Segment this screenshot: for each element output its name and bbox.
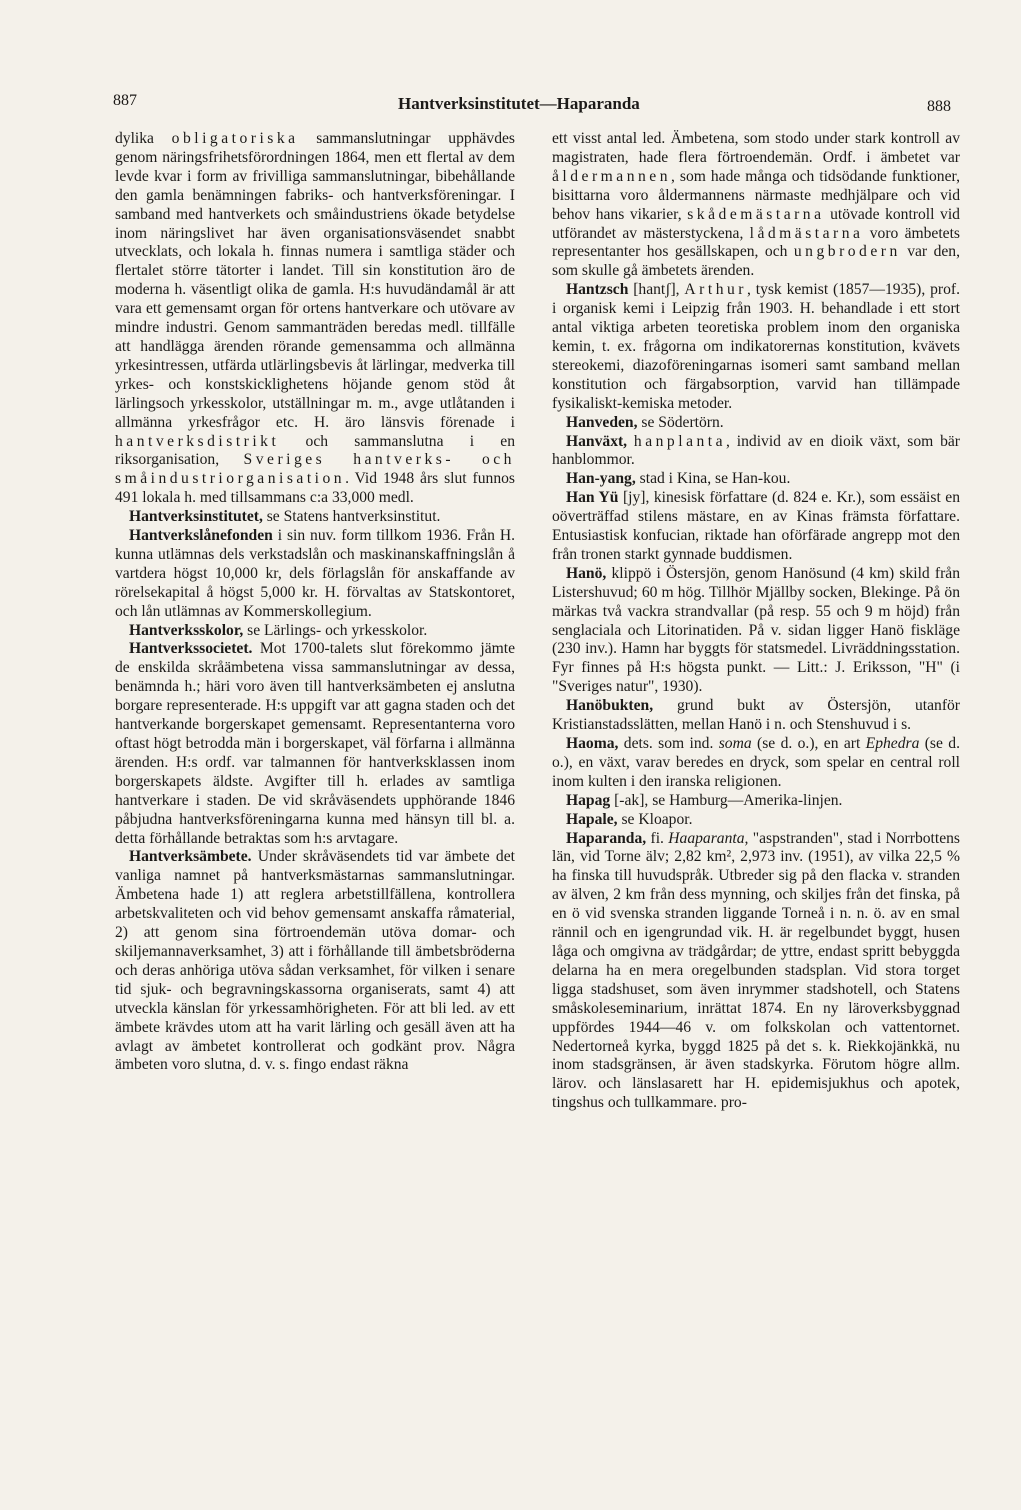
entry-text: , individ av en dioik växt, som bär hanblommor. (552, 432, 961, 469)
entry-text: Ephedra (865, 735, 920, 752)
entry-text: ett visst antal led. Ämbetena, som stodo under stark kontroll av magistraten, hade flera förtroendemän. Ordf. i ämbetet var (552, 130, 960, 166)
entry-text: stad i Kina, se Han-kou. (635, 470, 791, 488)
entry-text: hantverksdistrikt (115, 432, 280, 450)
entry-text: hanplanta (633, 432, 727, 450)
entry-text: åldermannen (552, 167, 672, 185)
entry-text: , som hade många och tidsödande funktioner, bisittarna voro åldermannens närmaste medhjälpare och vid behov hans vikarier, (552, 167, 960, 223)
entry-text: Sveriges hantverks- och småindustriorganisation (115, 451, 515, 488)
entry-headword: Hanveden, (566, 413, 638, 431)
dictionary-entry (115, 508, 515, 527)
dictionary-entry (552, 489, 960, 565)
entry-text: soma (718, 735, 752, 752)
entry-headword: Hantverksinstitutet, (129, 508, 263, 526)
page-number-left: 887 (113, 92, 137, 109)
entry-headword: Han-yang, (566, 470, 636, 488)
entry-text: [jy], kinesisk författare (d. 824 e. Kr.), som essäist en oöverträffad stilens mästare, en av Kinas främsta författare. Entusiastisk konfucian, riktade han oförfärade angrepp mot den från tronen starkt gynnade buddismen. (552, 489, 960, 563)
left-column (115, 130, 515, 1075)
entry-headword: Hanö, (566, 564, 607, 582)
dictionary-entry (552, 130, 960, 281)
entry-text: grund bukt av Östersjön, utanför Kristianstadsslätten, mellan Hanö i n. och Stenshuvud i s. (552, 697, 960, 734)
entry-text: var den, som skulle gå ämbetets ärenden. (552, 243, 960, 280)
entry-text: dets. som ind. (618, 735, 719, 752)
entry-text: dylika (115, 130, 172, 147)
dictionary-entry (552, 281, 960, 413)
entry-text: lådmästarna (749, 224, 864, 242)
entry-text: Mot 1700-talets slut förekommo jämte de enskilda skråämbetena vissa sammanslutningar av dessa, benämnda h.; häri voro även till hantverksämbeten ej anslutna borgare representerade. H:s uppgift var att gagna staden och det hantverkande borgerskapet gemensamt. Representanterna voro oftast högt betrodda män i borgerskapet, väl förfarna i allmänna ärenden. H:s ordf. var talmannen för hantverksklassen inom borgerskapets äldste. Avgifter till h. erlades av samtliga hantverkare i staden. De vid skråväsendets upphörande 1846 påbjudna hantverksföreningarna kunna med hänsyn till bl. a. detta förhållande betraktas som h:s arvtagare. (115, 640, 515, 847)
entry-headword: Hanöbukten, (566, 697, 654, 715)
entry-text: (se d. o.), en art (751, 735, 866, 752)
entry-text: [-ak], se Hamburg—Amerika-linjen. (610, 791, 843, 809)
dictionary-entry (552, 697, 960, 735)
entry-text: klippö i Östersjön, genom Hanösund (4 km) skild från Listershuvud; 60 m hög. Tillhör Mjällby socken, Blekinge. På ön märkas två vackra strandvallar (på resp. 55 och 9 m höjd) från senglaciala och Litorinatiden. På v. sidan ligger Hanö fiskläge (230 inv.). Hamn har byggts för statsmedel. Livräddningsstation. Fyr finnes på H:s högsta punkt. — Litt.: J. Eriksson, "H" (i "Sveriges natur", 1930). (552, 564, 960, 696)
dictionary-entry (115, 848, 515, 1075)
entry-headword: Haparanda, (566, 829, 647, 847)
entry-headword: Hantverkssocietet. (129, 640, 253, 658)
entry-text (627, 433, 634, 450)
entry-text: Under skråväsendets tid var ämbete det vanliga namnet på hantverksmästarnas sammanslutningar. Ämbetena hade 1) att reglera arbetstillfällena, kontrollera arbetskvaliteten och vid behov gemensamt anskaffa råmaterial, 2) att genom sina förtroendemän utöva domar- och skiljemannaverksamhet, 3) att i förhållande till ämbetsbröderna och deras anhöriga utöva sådan verksamhet, för vilken i senare tid sjuk- och begravningskassorna organiserats, samt 4) att utveckla känslan för yrkessamhörigheten. För att bli led. av ett ämbete krävdes utom att ha varit lärling och gesäll även att ha avlagt av ämbetet kontrollerat och godkänt prov. Några ämbeten voro slutna, d. v. s. fingo endast räkna (115, 848, 515, 1074)
entry-headword: Hapale, (566, 810, 618, 828)
dictionary-entry (552, 811, 960, 830)
dictionary-entry (115, 527, 515, 622)
entry-text: se Södertörn. (637, 413, 724, 431)
dictionary-entry (552, 735, 960, 792)
entry-headword: Hantverkslånefonden (129, 527, 273, 545)
entry-headword: Han Yü (566, 489, 619, 507)
dictionary-entry (552, 433, 960, 471)
entry-headword: Hantzsch (566, 281, 629, 299)
dictionary-entry (115, 622, 515, 641)
entry-text: sammanslutningar upphävdes genom näringsfrihetsförordningen 1864, men ett flertal av dem levde kvar i form av frivilliga sammanslutningar, bibehållande den gamla benämningen fabriks- och hantverksföreningar. I samband med hantverkets och småindustriens ökade betydelse inom näringslivet har även organisationsväsendet snabbt utvecklats, och lokala h. finnas numera i samtliga städer och flertalet större tätorter i landet. Till sin konstitution äro de moderna h. väsentligt olika de gamla. H:s huvudändamål är att vara ett gemensamt organ för ortens hantverkare och utövare av mindre industri. Genom sammanträden beredas medl. tillfälle att handlägga ärenden rörande gemensamma och allmänna yrkesintressen, utfärda utlärlingsbevis åt lärlingar, medverka till yrkes- och konstskicklighetens höjande genom stöd åt lärlingsoch yrkesskolor, utställningar m. m., avge utlåtanden i allmänna yrkesfrågor etc. H. äro länsvis förenade i (115, 130, 515, 431)
page-number-right: 888 (927, 98, 951, 115)
entry-text: , tysk kemist (1857—1935), prof. i organisk kemi i Leipzig från 1903. H. behandlade i ett stort antal viktiga arbeten teoretiska problem inom den organiska kemin, t. ex. frågorna om indikatorernas konstitution, kvävets stereokemi, diazoföreningarnas isomeri samt samband mellan konstitution och färgabsorption, varvid han tillämpade fysikaliskt-kemiska metoder. (552, 281, 960, 412)
entry-text: utövade kontroll vid utförandet av mästerstyckena, (552, 205, 960, 242)
dictionary-entry (552, 565, 960, 697)
dictionary-entry (552, 830, 960, 1114)
entry-headword: Hapag (566, 791, 611, 809)
entry-text: skådemästarna (687, 205, 825, 223)
entry-headword: Hanväxt, (566, 432, 628, 450)
right-column (552, 130, 960, 1113)
entry-headword: Haoma, (566, 735, 619, 752)
entry-text: Arthur (684, 281, 747, 299)
dictionary-entry (115, 130, 515, 508)
entry-text: Haaparanta, (668, 829, 749, 847)
entry-text: . Vid 1948 års slut funnos 491 lokala h. med tillsammans c:a 33,000 medl. (115, 470, 515, 507)
entry-text: se Statens hantverksinstitut. (262, 508, 441, 526)
entry-text: "aspstranden", stad i Norrbottens län, vid Torne älv; 2,82 km², 2,973 inv. (1951), av vilka 22,5 % ha finska till huvudspråk. Utbreder sig på den flacka v. stranden av älven, 2 km från dess mynning, och skiljes från det finska, på en ö vid svenska stranden liggande Torneå i n. n. ö. av en smal rännil och en igengrundad vik. H. är regelbundet byggt, husen låga och omgivna av trädgårdar; de yttre, endast spritt bebyggda delarna ha en mera oregelbunden stadsplan. Vid stora torget ligga stadshuset, som även inrymmer stadshotell, och Statens småskoleseminarium, inrättat 1874. En ny läroverksbyggnad uppfördes 1944—46 v. om folkskolan och vattentornet. Nedertorneå kyrka, byggd 1825 på det s. k. Riekkojänkkä, nu inom stadsgränsen, är även stadskyrka. Förutom högre allm. lärov. och länslasarett har H. epidemisjukhus och apotek, tingshus och tullkammare. pro- (552, 829, 960, 1112)
entry-text: och sammanslutna i en riksorganisation, (115, 432, 515, 469)
entry-text: se Kloapor. (617, 810, 693, 828)
page-header (0, 92, 1021, 122)
entry-text: ungbrodern (793, 243, 901, 261)
dictionary-entry (115, 640, 515, 848)
entry-text: voro ämbetets representanter hos gesällskapen, och (552, 224, 961, 261)
entry-text: (se d. o.), en växt, varav beredes en dryck, som spelar en central roll inom kulten i den iranska religionen. (552, 735, 960, 790)
entry-text: i sin nuv. form tillkom 1936. Från H. kunna utlämnas dels verkstadslån och maskinanskaffningslån å vartdera högst 10,000 kr, dels förlagslån för anskaffande av rörelsekapital å högst 5,000 kr. H. förvaltas av Statskontoret, och lån utlämnas av Kommerskollegium. (115, 527, 515, 620)
entry-text: [hantʃ], (628, 281, 685, 299)
dictionary-entry (552, 470, 960, 489)
running-title: Hantverksinstitutet—Haparanda (398, 94, 640, 113)
entry-text: obligatoriska (171, 130, 299, 147)
dictionary-entry (552, 414, 960, 433)
dictionary-entry (552, 792, 960, 811)
entry-headword: Hantverksämbete. (129, 848, 252, 866)
entry-headword: Hantverksskolor, (129, 621, 244, 639)
entry-text: fi. (646, 829, 669, 847)
entry-text: se Lärlings- och yrkesskolor. (243, 621, 428, 639)
